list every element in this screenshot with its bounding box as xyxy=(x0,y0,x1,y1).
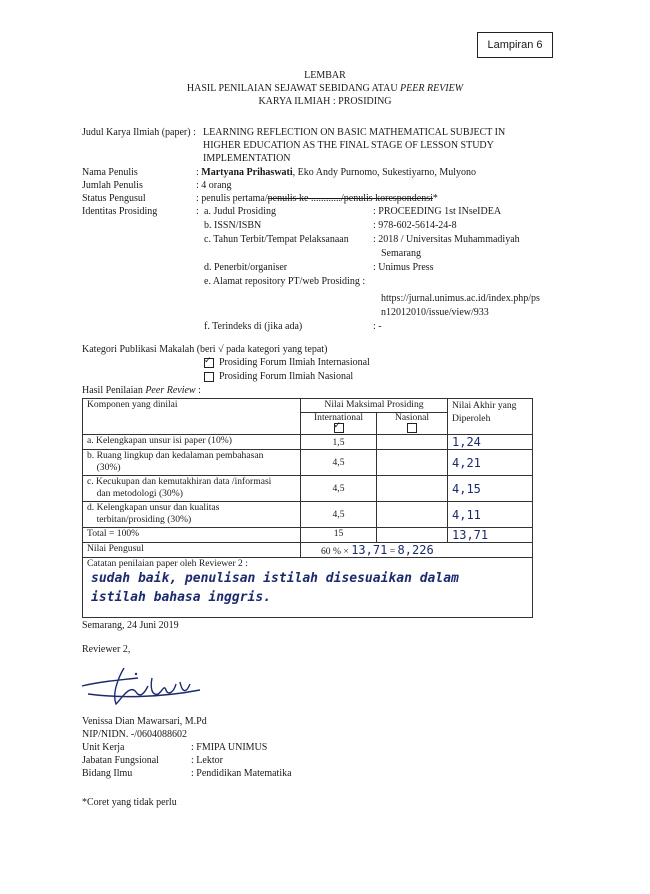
header-nilai-maksimal: Nilai Maksimal Prosiding xyxy=(301,399,448,413)
jabatan-value: : Lektor xyxy=(191,755,223,766)
checkbox-checked-icon[interactable] xyxy=(334,423,344,433)
table-row xyxy=(83,502,533,528)
jabatan-label: Jabatan Fungsional xyxy=(82,755,159,766)
catatan-line-1: sudah baik, penulisan istilah disesuaikan dalam xyxy=(91,571,459,586)
field-value-a: : PROCEEDING 1st INseIDEA xyxy=(373,206,502,217)
hasil-label: Hasil Penilaian Peer Review : xyxy=(82,385,201,396)
field-label-a: a. Judul Prosiding xyxy=(204,206,276,217)
row-nasional xyxy=(377,435,448,450)
pengusul-value: 60 % × 13,71 = 8,226 xyxy=(301,543,533,558)
header-nasional: Nasional xyxy=(377,413,448,435)
reviewer-nip: NIP/NIDN. -/0604088602 xyxy=(82,729,187,740)
field-value-b: : 978-602-5614-24-8 xyxy=(373,220,457,231)
status-label: Status Pengusul xyxy=(82,193,146,204)
catatan-line-2: istilah bahasa inggris. xyxy=(91,590,272,605)
jumlah-label: Jumlah Penulis xyxy=(82,180,143,191)
place-date: Semarang, 24 Juni 2019 xyxy=(82,620,179,631)
field-value-c: : 2018 / Universitas Muhammadiyah xyxy=(373,234,520,245)
table-row xyxy=(83,476,533,502)
row-komponen: c. Kecukupan dan kemutakhiran data /informasi dan metodologi (30%) xyxy=(83,476,301,502)
catatan-cell xyxy=(83,558,533,618)
checkbox-checked-icon[interactable] xyxy=(204,358,214,368)
pengusul-label: Nilai Pengusul xyxy=(83,543,301,558)
field-label-b: b. ISSN/ISBN xyxy=(204,220,262,231)
field-value-d: : Unimus Press xyxy=(373,262,434,273)
unit-value: : FMIPA UNIMUS xyxy=(191,742,268,753)
header-nilai-akhir: Nilai Akhir yang Diperoleh xyxy=(448,399,533,435)
kategori-option-internasional[interactable]: ✓ Prosiding Forum Ilmiah Internasional xyxy=(204,357,370,368)
row-nasional xyxy=(377,450,448,476)
header-komponen: Komponen yang dinilai xyxy=(83,399,301,435)
attachment-label: Lampiran 6 xyxy=(477,32,553,58)
field-value-f: : - xyxy=(373,321,382,332)
total-label: Total = 100% xyxy=(83,528,301,543)
kategori-option-nasional[interactable]: Prosiding Forum Ilmiah Nasional xyxy=(204,371,353,382)
catatan-row xyxy=(83,558,533,618)
kategori-label: Kategori Publikasi Makalah (beri √ pada kategori yang tepat) xyxy=(82,344,328,355)
signature-icon xyxy=(78,664,218,710)
row-max: 4,5 xyxy=(301,476,377,502)
status-value: : penulis pertama/penulis ke ............/penulis korespondensi* xyxy=(196,193,438,204)
reviewer-name: Venissa Dian Mawarsari, M.Pd xyxy=(82,716,207,727)
reviewer-label: Reviewer 2, xyxy=(82,644,131,655)
row-akhir: 4,21 xyxy=(448,450,533,476)
title-line-1: LEMBAR xyxy=(304,70,346,81)
row-akhir: 4,15 xyxy=(448,476,533,502)
field-label-e: e. Alamat repository PT/web Prosiding : xyxy=(204,276,366,287)
field-value-e-2: n12012010/issue/view/933 xyxy=(381,307,489,318)
footnote: *Coret yang tidak perlu xyxy=(82,797,177,808)
pengusul-row xyxy=(83,543,533,558)
title-line-3: KARYA ILMIAH : PROSIDING xyxy=(258,96,392,107)
unit-label: Unit Kerja xyxy=(82,742,125,753)
total-row xyxy=(83,528,533,543)
bidang-label: Bidang Ilmu xyxy=(82,768,133,779)
total-max: 15 xyxy=(301,528,377,543)
row-akhir: 1,24 xyxy=(448,435,533,450)
field-value-e-1: https://jurnal.unimus.ac.id/index.php/ps xyxy=(381,293,540,304)
field-label-c: c. Tahun Terbit/Tempat Pelaksanaan xyxy=(204,234,349,245)
penulis-value: : Martyana Prihaswati, Eko Andy Purnomo, Sukestiyarno, Mulyono xyxy=(196,167,477,178)
row-max: 4,5 xyxy=(301,502,377,528)
identitas-label: Identitas Prosiding xyxy=(82,206,158,217)
row-max: 1,5 xyxy=(301,435,377,450)
total-nasional xyxy=(377,528,448,543)
bidang-value: : Pendidikan Matematika xyxy=(191,768,292,779)
catatan-label: Catatan penilaian paper oleh Reviewer 2 : xyxy=(87,558,248,569)
field-value-c-cont: Semarang xyxy=(381,248,421,259)
table-row xyxy=(83,435,533,450)
checkbox-empty-icon[interactable] xyxy=(407,423,417,433)
field-label-f: f. Terindeks di (jika ada) xyxy=(204,321,303,332)
judul-label: Judul Karya Ilmiah (paper) : xyxy=(82,127,196,138)
judul-line-3: IMPLEMENTATION xyxy=(203,153,291,164)
row-nasional xyxy=(377,502,448,528)
row-nasional xyxy=(377,476,448,502)
identitas-colon: : xyxy=(196,206,199,217)
field-label-d: d. Penerbit/organiser xyxy=(204,262,288,273)
row-komponen: b. Ruang lingkup dan kedalaman pembahasan (30%) xyxy=(83,450,301,476)
judul-line-1: LEARNING REFLECTION ON BASIC MATHEMATICAL SUBJECT IN xyxy=(203,127,506,138)
row-max: 4,5 xyxy=(301,450,377,476)
header-international: International ✓ xyxy=(301,413,377,435)
row-komponen: d. Kelengkapan unsur dan kualitas terbitan/prosiding (30%) xyxy=(83,502,301,528)
row-komponen: a. Kelengkapan unsur isi paper (10%) xyxy=(83,435,301,450)
review-table xyxy=(82,398,533,618)
jumlah-value: : 4 orang xyxy=(196,180,232,191)
penulis-label: Nama Penulis xyxy=(82,167,138,178)
total-akhir: 13,71 xyxy=(448,528,533,543)
table-row xyxy=(83,450,533,476)
row-akhir: 4,11 xyxy=(448,502,533,528)
checkbox-empty-icon[interactable] xyxy=(204,372,214,382)
judul-line-2: HIGHER EDUCATION AS THE FINAL STAGE OF LESSON STUDY xyxy=(203,140,494,151)
title-line-2: HASIL PENILAIAN SEJAWAT SEBIDANG ATAU PEER REVIEW xyxy=(186,83,464,94)
